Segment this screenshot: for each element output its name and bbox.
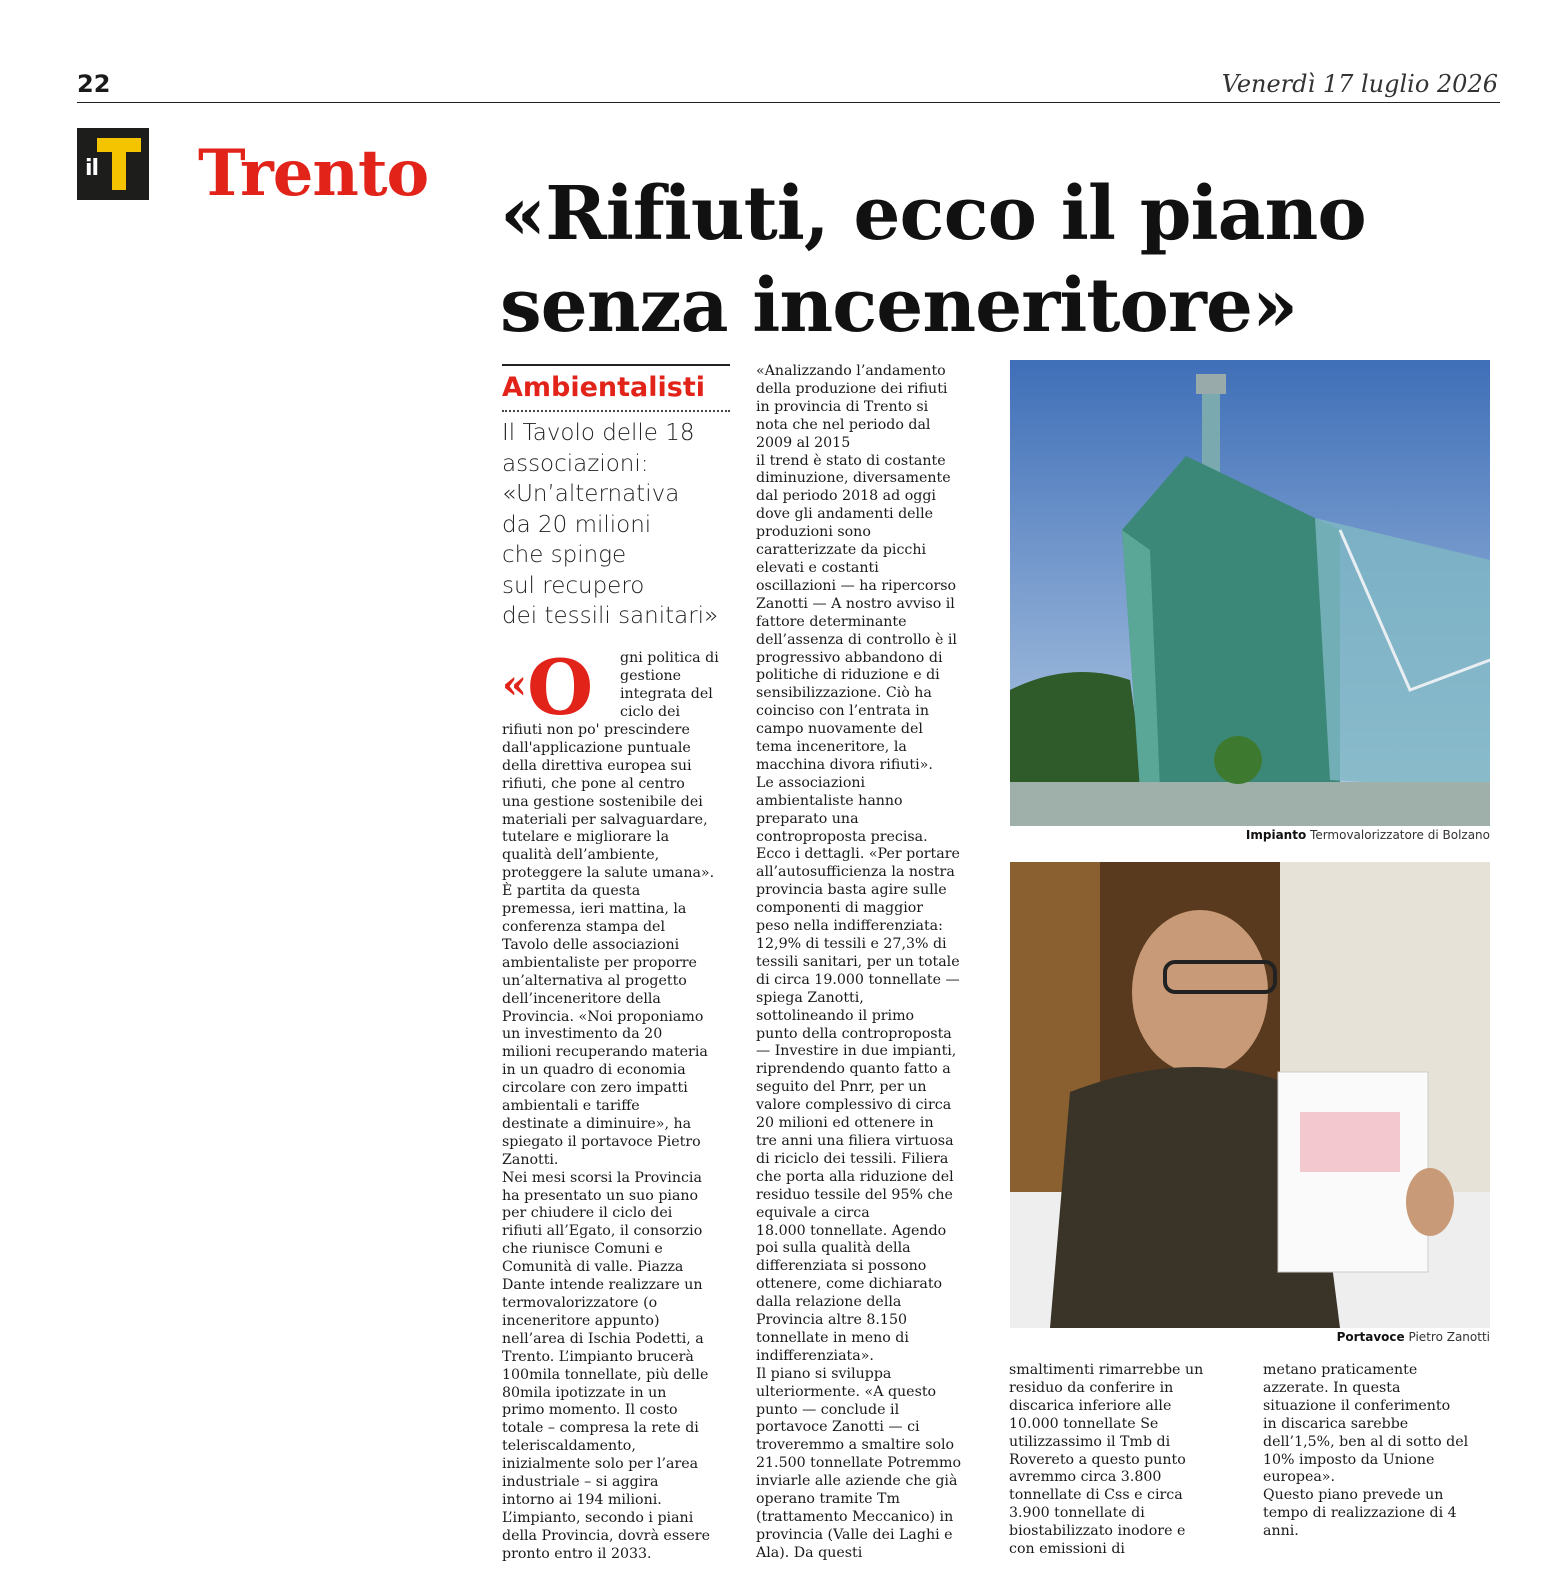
text-line: 18.000 tonnellate. Agendo bbox=[756, 1222, 947, 1239]
text-line: Il Tavolo delle 18 bbox=[502, 420, 695, 446]
text-line: punto — conclude il bbox=[756, 1401, 900, 1418]
text-line: 20 milioni ed ottenere in bbox=[756, 1115, 934, 1132]
text-line: 3.900 tonnellate di bbox=[1009, 1505, 1145, 1522]
text-line: all’autosufficienza la nostra bbox=[756, 864, 955, 881]
text-line: Il piano si sviluppa bbox=[756, 1365, 892, 1382]
text-line: intorno ai 194 milioni. bbox=[502, 1491, 662, 1508]
text-line: ciclo dei bbox=[620, 703, 681, 720]
text-line: di riciclo dei tessili. Filiera bbox=[756, 1150, 949, 1167]
text-line: tempo di realizzazione di 4 bbox=[1263, 1505, 1457, 1522]
text-line: politiche di riduzione e di bbox=[756, 667, 940, 684]
newspaper-logo: il bbox=[77, 128, 149, 200]
text-line: rifiuti all’Egato, il consorzio bbox=[502, 1223, 703, 1240]
text-line: metano praticamente bbox=[1263, 1362, 1418, 1378]
article-column-3 bbox=[1009, 1362, 1241, 1559]
text-line: produzioni sono bbox=[756, 524, 871, 541]
text-line: caratterizzate da picchi bbox=[756, 542, 927, 559]
text-line: portavoce Zanotti — ci bbox=[756, 1419, 920, 1436]
text-line: dal periodo 2018 ad oggi bbox=[756, 488, 936, 505]
article-column-4 bbox=[1263, 1362, 1495, 1541]
text-line: in provincia di Trento si bbox=[756, 398, 929, 415]
text-line: teleriscaldamento, bbox=[502, 1438, 636, 1455]
text-line: dell’assenza di controllo è il bbox=[756, 631, 957, 648]
text-line: rifiuti, che pone al centro bbox=[502, 775, 685, 792]
text-line: proteggere la salute umana». bbox=[502, 865, 715, 882]
kicker: Ambientalisti bbox=[502, 372, 706, 403]
text-line: ambientaliste hanno bbox=[756, 792, 903, 809]
text-line: situazione il conferimento bbox=[1263, 1397, 1451, 1414]
text-line: «Analizzando l’andamento bbox=[756, 363, 946, 379]
text-line: inizialmente solo per l’area bbox=[502, 1456, 699, 1473]
text-line: della produzione dei rifiuti bbox=[756, 380, 948, 397]
text-line: Le associazioni bbox=[756, 774, 866, 791]
text-line: spiega Zanotti, bbox=[756, 989, 864, 1006]
text-line: nell’area di Ischia Podetti, a bbox=[502, 1330, 704, 1347]
text-line: dalla relazione della bbox=[756, 1294, 902, 1311]
text-line: della direttiva europea sui bbox=[502, 757, 692, 774]
text-line: «Un’alternativa bbox=[502, 481, 680, 507]
text-line: diminuzione, diversamente bbox=[756, 470, 951, 487]
text-line: di circa 19.000 tonnellate — bbox=[756, 971, 960, 988]
text-line: utilizzassimo il Tmb di bbox=[1009, 1433, 1171, 1450]
text-line: controproposta precisa. bbox=[756, 828, 928, 845]
text-line: conferenza stampa del bbox=[502, 918, 665, 935]
text-line: biostabilizzato inodore e bbox=[1009, 1523, 1186, 1540]
text-line: dei tessili sanitari» bbox=[502, 603, 719, 629]
text-line: Nei mesi scorsi la Provincia bbox=[502, 1169, 702, 1186]
text-line: totale – compresa la rete di bbox=[502, 1420, 699, 1437]
text-line: tutelare e migliorare la bbox=[502, 829, 670, 846]
text-line: dell’1,5%, ben al di sotto del bbox=[1263, 1433, 1469, 1450]
text-line: preparato una bbox=[756, 810, 859, 827]
text-line: (trattamento Meccanico) in bbox=[756, 1509, 954, 1525]
text-line: con emissioni di bbox=[1009, 1541, 1125, 1558]
text-line: 10% imposto da Unione bbox=[1263, 1451, 1435, 1468]
photo-caption: Portavoce Pietro Zanotti bbox=[1336, 1330, 1490, 1344]
headline-line: «Rifiuti, ecco il piano bbox=[500, 171, 1366, 257]
text-line: operano tramite Tm bbox=[756, 1491, 900, 1508]
text-line: Provincia. «Noi proponiamo bbox=[502, 1008, 704, 1025]
text-line: riprendendo quanto fatto a bbox=[756, 1061, 951, 1078]
text-line: materiali per salvaguardare, bbox=[502, 811, 708, 828]
page-number: 22 bbox=[77, 70, 111, 98]
text-line: Zanotti. bbox=[502, 1151, 559, 1168]
text-line: 80mila ipotizzate in un bbox=[502, 1384, 667, 1401]
text-line: anni. bbox=[1263, 1523, 1299, 1540]
header-rule bbox=[77, 102, 1500, 103]
text-line: ulteriormente. «A questo bbox=[756, 1383, 937, 1400]
text-line: primo momento. Il costo bbox=[502, 1402, 678, 1419]
text-line: residuo tessile del 95% che bbox=[756, 1186, 953, 1203]
text-line: discarica inferiore alle bbox=[1009, 1397, 1172, 1414]
text-line: qualità dell’ambiente, bbox=[502, 847, 660, 864]
text-line: Rovereto a questo punto bbox=[1009, 1451, 1186, 1468]
page-date: Venerdì 17 luglio 2026 bbox=[1221, 70, 1498, 98]
text-line: macchina divora rifiuti». bbox=[756, 756, 933, 773]
text-line: punto della controproposta bbox=[756, 1025, 952, 1042]
text-line: che riunisce Comuni e bbox=[502, 1241, 663, 1258]
text-line: 100mila tonnellate, più delle bbox=[502, 1366, 709, 1383]
text-line: dove gli andamenti delle bbox=[756, 506, 934, 523]
text-line: rifiuti non po' prescindere bbox=[502, 722, 690, 738]
text-line: ha presentato un suo piano bbox=[502, 1187, 699, 1204]
headline-line: senza inceneritore» bbox=[500, 263, 1298, 349]
text-line: spiegato il portavoce Pietro bbox=[502, 1133, 701, 1150]
text-line: campo nuovamente del bbox=[756, 721, 923, 738]
text-line: da 20 milioni bbox=[502, 511, 652, 538]
photo-spokesperson bbox=[1010, 862, 1490, 1328]
text-line: destinate a diminuire», ha bbox=[502, 1115, 692, 1132]
text-line: pronto entro il 2033. bbox=[502, 1545, 652, 1562]
text-line: associazioni: bbox=[502, 450, 649, 477]
text-line: che porta alla riduzione del bbox=[756, 1168, 954, 1185]
text-line: valore complessivo di circa bbox=[756, 1097, 952, 1114]
text-line: — Investire in due impianti, bbox=[756, 1043, 957, 1060]
text-line: oscillazioni — ha ripercorso bbox=[756, 577, 957, 594]
text-line: 10.000 tonnellate Se bbox=[1009, 1415, 1159, 1432]
text-line: tonnellate in meno di bbox=[756, 1329, 909, 1346]
text-line: Questo piano prevede un bbox=[1263, 1487, 1444, 1504]
text-line: Ecco i dettagli. «Per portare bbox=[756, 846, 960, 863]
text-line: ottenere, come dichiarato bbox=[756, 1276, 943, 1293]
text-line: azzerate. In questa bbox=[1263, 1379, 1401, 1396]
kicker-rule bbox=[502, 364, 730, 366]
text-line: tema inceneritore, la bbox=[756, 739, 907, 756]
text-line: inviarle alle aziende che già bbox=[756, 1473, 958, 1490]
text-line: inceneritore appunto) bbox=[502, 1312, 660, 1329]
text-line: provincia basta agire sulle bbox=[756, 882, 947, 899]
text-line: gestione bbox=[620, 667, 682, 684]
text-line: Tavolo delle associazioni bbox=[502, 936, 680, 953]
text-line: che spinge bbox=[502, 542, 627, 568]
summary bbox=[502, 418, 730, 632]
text-line: fattore determinante bbox=[756, 613, 907, 630]
text-line: ambientali e tariffe bbox=[502, 1098, 640, 1115]
text-line: sensibilizzazione. Ciò ha bbox=[756, 685, 932, 702]
text-line: componenti di maggior bbox=[756, 900, 924, 917]
text-line: Zanotti — A nostro avviso il bbox=[756, 595, 955, 612]
text-line: smaltimenti rimarrebbe un bbox=[1009, 1362, 1204, 1378]
text-line: equivale a circa bbox=[756, 1204, 870, 1221]
text-line: ambientaliste per proporre bbox=[502, 954, 697, 971]
text-line: tonnellate di Css e circa bbox=[1009, 1487, 1183, 1504]
text-line: avremmo circa 3.800 bbox=[1009, 1469, 1162, 1486]
text-line: tessili sanitari, per un totale bbox=[756, 953, 960, 970]
text-line: provincia (Valle dei Laghi e bbox=[756, 1526, 953, 1543]
text-line: 21.500 tonnellate Potremmo bbox=[756, 1455, 962, 1472]
text-line: L’impianto, secondo i piani bbox=[502, 1509, 694, 1526]
text-line: dall'applicazione puntuale bbox=[502, 739, 691, 756]
text-line: europea». bbox=[1263, 1469, 1335, 1486]
text-line: elevati e costanti bbox=[756, 559, 879, 576]
text-line: il trend è stato di costante bbox=[756, 452, 946, 469]
text-line: per chiudere il ciclo dei bbox=[502, 1205, 673, 1222]
text-line: poi sulla qualità della bbox=[756, 1240, 911, 1257]
section-title: Trento bbox=[198, 136, 429, 211]
text-line: Dante intende realizzare un bbox=[502, 1277, 703, 1294]
text-line: residuo da conferire in bbox=[1009, 1379, 1174, 1396]
article-column-1 bbox=[502, 643, 734, 1564]
dropcap: «O bbox=[502, 643, 594, 732]
text-line: 2009 al 2015 bbox=[756, 434, 851, 451]
text-line: progressivo abbandono di bbox=[756, 649, 943, 666]
text-line: una gestione sostenibile dei bbox=[502, 793, 703, 810]
text-line: differenziata si possono bbox=[756, 1258, 927, 1275]
text-line: in discarica sarebbe bbox=[1263, 1415, 1409, 1432]
text-line: troveremmo a smaltire solo bbox=[756, 1437, 955, 1454]
text-line: Comunità di valle. Piazza bbox=[502, 1259, 684, 1276]
photo-incinerator bbox=[1010, 360, 1490, 826]
text-line: Trento. L’impianto brucerà bbox=[502, 1348, 694, 1365]
headline bbox=[500, 168, 1500, 352]
kicker-divider bbox=[502, 410, 730, 412]
text-line: un’alternativa al progetto bbox=[502, 972, 687, 989]
text-line: 12,9% di tessili e 27,3% di bbox=[756, 936, 947, 952]
text-line: termovalorizzatore (o bbox=[502, 1295, 658, 1311]
text-line: dell’inceneritore della bbox=[502, 990, 661, 1007]
text-line: tre anni una filiera virtuosa bbox=[756, 1132, 954, 1149]
text-line: È partita da questa bbox=[502, 883, 641, 900]
text-line: seguito del Pnrr, per un bbox=[756, 1079, 927, 1096]
text-line: circolare con zero impatti bbox=[502, 1080, 688, 1097]
text-line: milioni recuperando materia bbox=[502, 1044, 708, 1061]
text-line: integrata del bbox=[620, 685, 713, 702]
text-line: della Provincia, dovrà essere bbox=[502, 1527, 710, 1544]
text-line: indifferenziata». bbox=[756, 1347, 874, 1364]
text-line: industriale – si aggira bbox=[502, 1474, 659, 1491]
text-line: Ala). Da questi bbox=[756, 1544, 863, 1561]
text-line: sottolineando il primo bbox=[756, 1007, 915, 1024]
text-line: nota che nel periodo dal bbox=[756, 416, 931, 433]
text-line: sul recupero bbox=[502, 572, 645, 599]
photo-caption: Impianto Termovalorizzatore di Bolzano bbox=[1245, 828, 1490, 842]
text-line: premessa, ieri mattina, la bbox=[502, 901, 687, 918]
text-line: Provincia altre 8.150 bbox=[756, 1312, 908, 1329]
text-line: un investimento da 20 bbox=[502, 1026, 663, 1043]
text-line: gni politica di bbox=[620, 650, 719, 666]
text-line: peso nella indifferenziata: bbox=[756, 918, 943, 935]
text-line: coinciso con l’entrata in bbox=[756, 703, 929, 720]
text-line: in un quadro di economia bbox=[502, 1062, 686, 1079]
article-column-2 bbox=[756, 363, 988, 1563]
